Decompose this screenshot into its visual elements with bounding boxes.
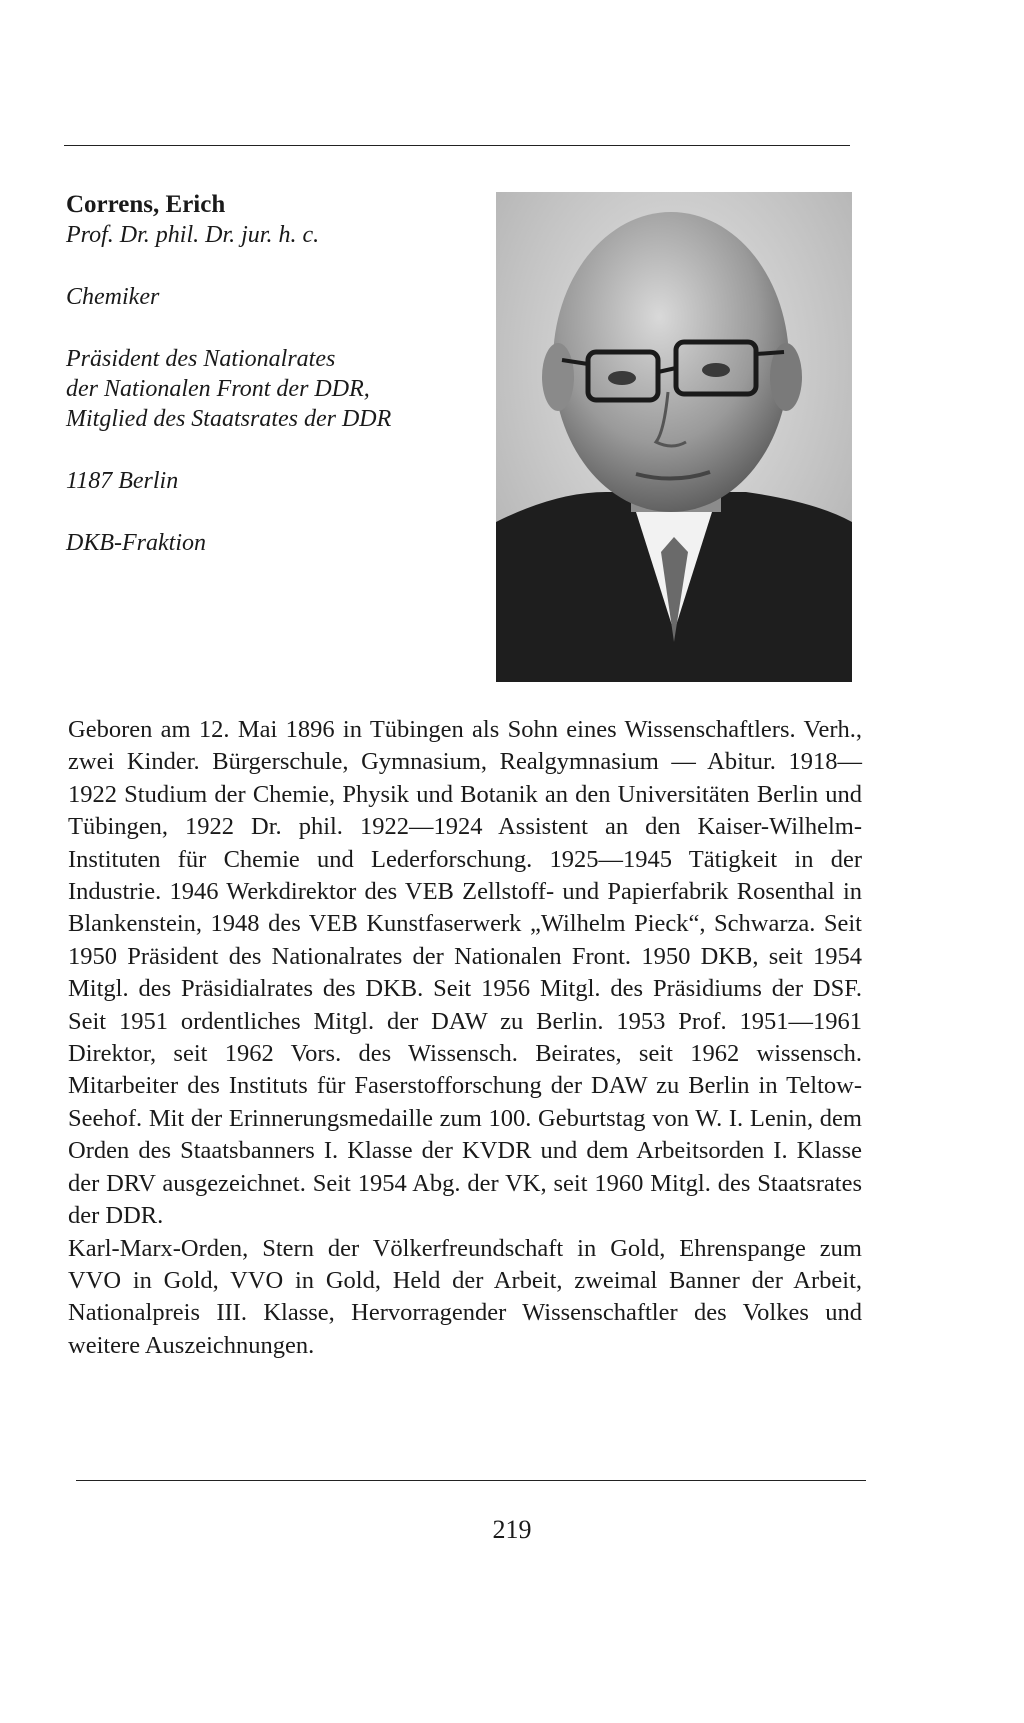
person-name: Correns, Erich: [66, 191, 226, 218]
position-line: Präsident des Nationalrates: [66, 346, 336, 372]
location: 1187 Berlin: [66, 468, 179, 494]
entry-header: [66, 190, 486, 558]
positions: [66, 344, 486, 434]
top-rule: [64, 145, 850, 146]
profession: Chemiker: [66, 284, 160, 310]
faction: DKB-Fraktion: [66, 530, 206, 556]
portrait-photo: [496, 192, 852, 682]
position-line: Mitglied des Staatsrates der DDR: [66, 406, 392, 432]
position-line: der Nationalen Front der DDR,: [66, 376, 370, 402]
biography-paragraph: Geboren am 12. Mai 1896 in Tübingen als Sohn eines Wissenschaftlers. Verh., zwei Kinder. Bürgerschule, Gymnasium, Realgymnasium — Abitur. 1918—1922 Studium der Chemie, Physik und Botanik an den Universitäten Berlin und Tübingen, 1922 Dr. phil. 1922—1924 Assistent an den Kaiser-Wilhelm-Instituten für Chemie und Lederforschung. 1925—1945 Tätigkeit in der Industrie. 1946 Werkdirektor des VEB Zellstoff- und Papierfabrik Rosenthal in Blankenstein, 1948 des VEB Kunstfaserwerk „Wilhelm Pieck“, Schwarza. Seit 1950 Präsident des Nationalrates der Nationalen Front. 1950 DKB, seit 1954 Mitgl. des Präsidialrates des DKB. Seit 1956 Mitgl. des Präsidiums der DSF. Seit 1951 ordentliches Mitgl. der DAW zu Berlin. 1953 Prof. 1951—1961 Direktor, seit 1962 Vors. des Wissensch. Beirates, seit 1962 wissensch. Mitarbeiter des Instituts für Faserstofforschung der DAW zu Berlin in Teltow-Seehof. Mit der Erinnerungsmedaille zum 100. Geburtstag von W. I. Lenin, dem Orden des Staatsbanners I. Klasse der KVDR und dem Arbeitsorden I. Klasse der DRV ausgezeichnet. Seit 1954 Abg. der VK, seit 1960 Mitgl. des Staatsrates der DDR.: [68, 716, 862, 1230]
portrait-icon: [496, 192, 852, 682]
academic-title: Prof. Dr. phil. Dr. jur. h. c.: [66, 222, 320, 248]
biography-paragraph: Karl-Marx-Orden, Stern der Völkerfreundschaft in Gold, Ehrenspange zum VVO in Gold, VVO in Gold, Held der Arbeit, zweimal Banner der Arbeit, Nationalpreis III. Klasse, Hervorragender Wissenschaftler des Volkes und weitere Auszeichnungen.: [68, 1234, 862, 1359]
bottom-rule: [76, 1480, 866, 1481]
page-number: 219: [492, 1515, 532, 1544]
biography: [68, 714, 862, 1362]
